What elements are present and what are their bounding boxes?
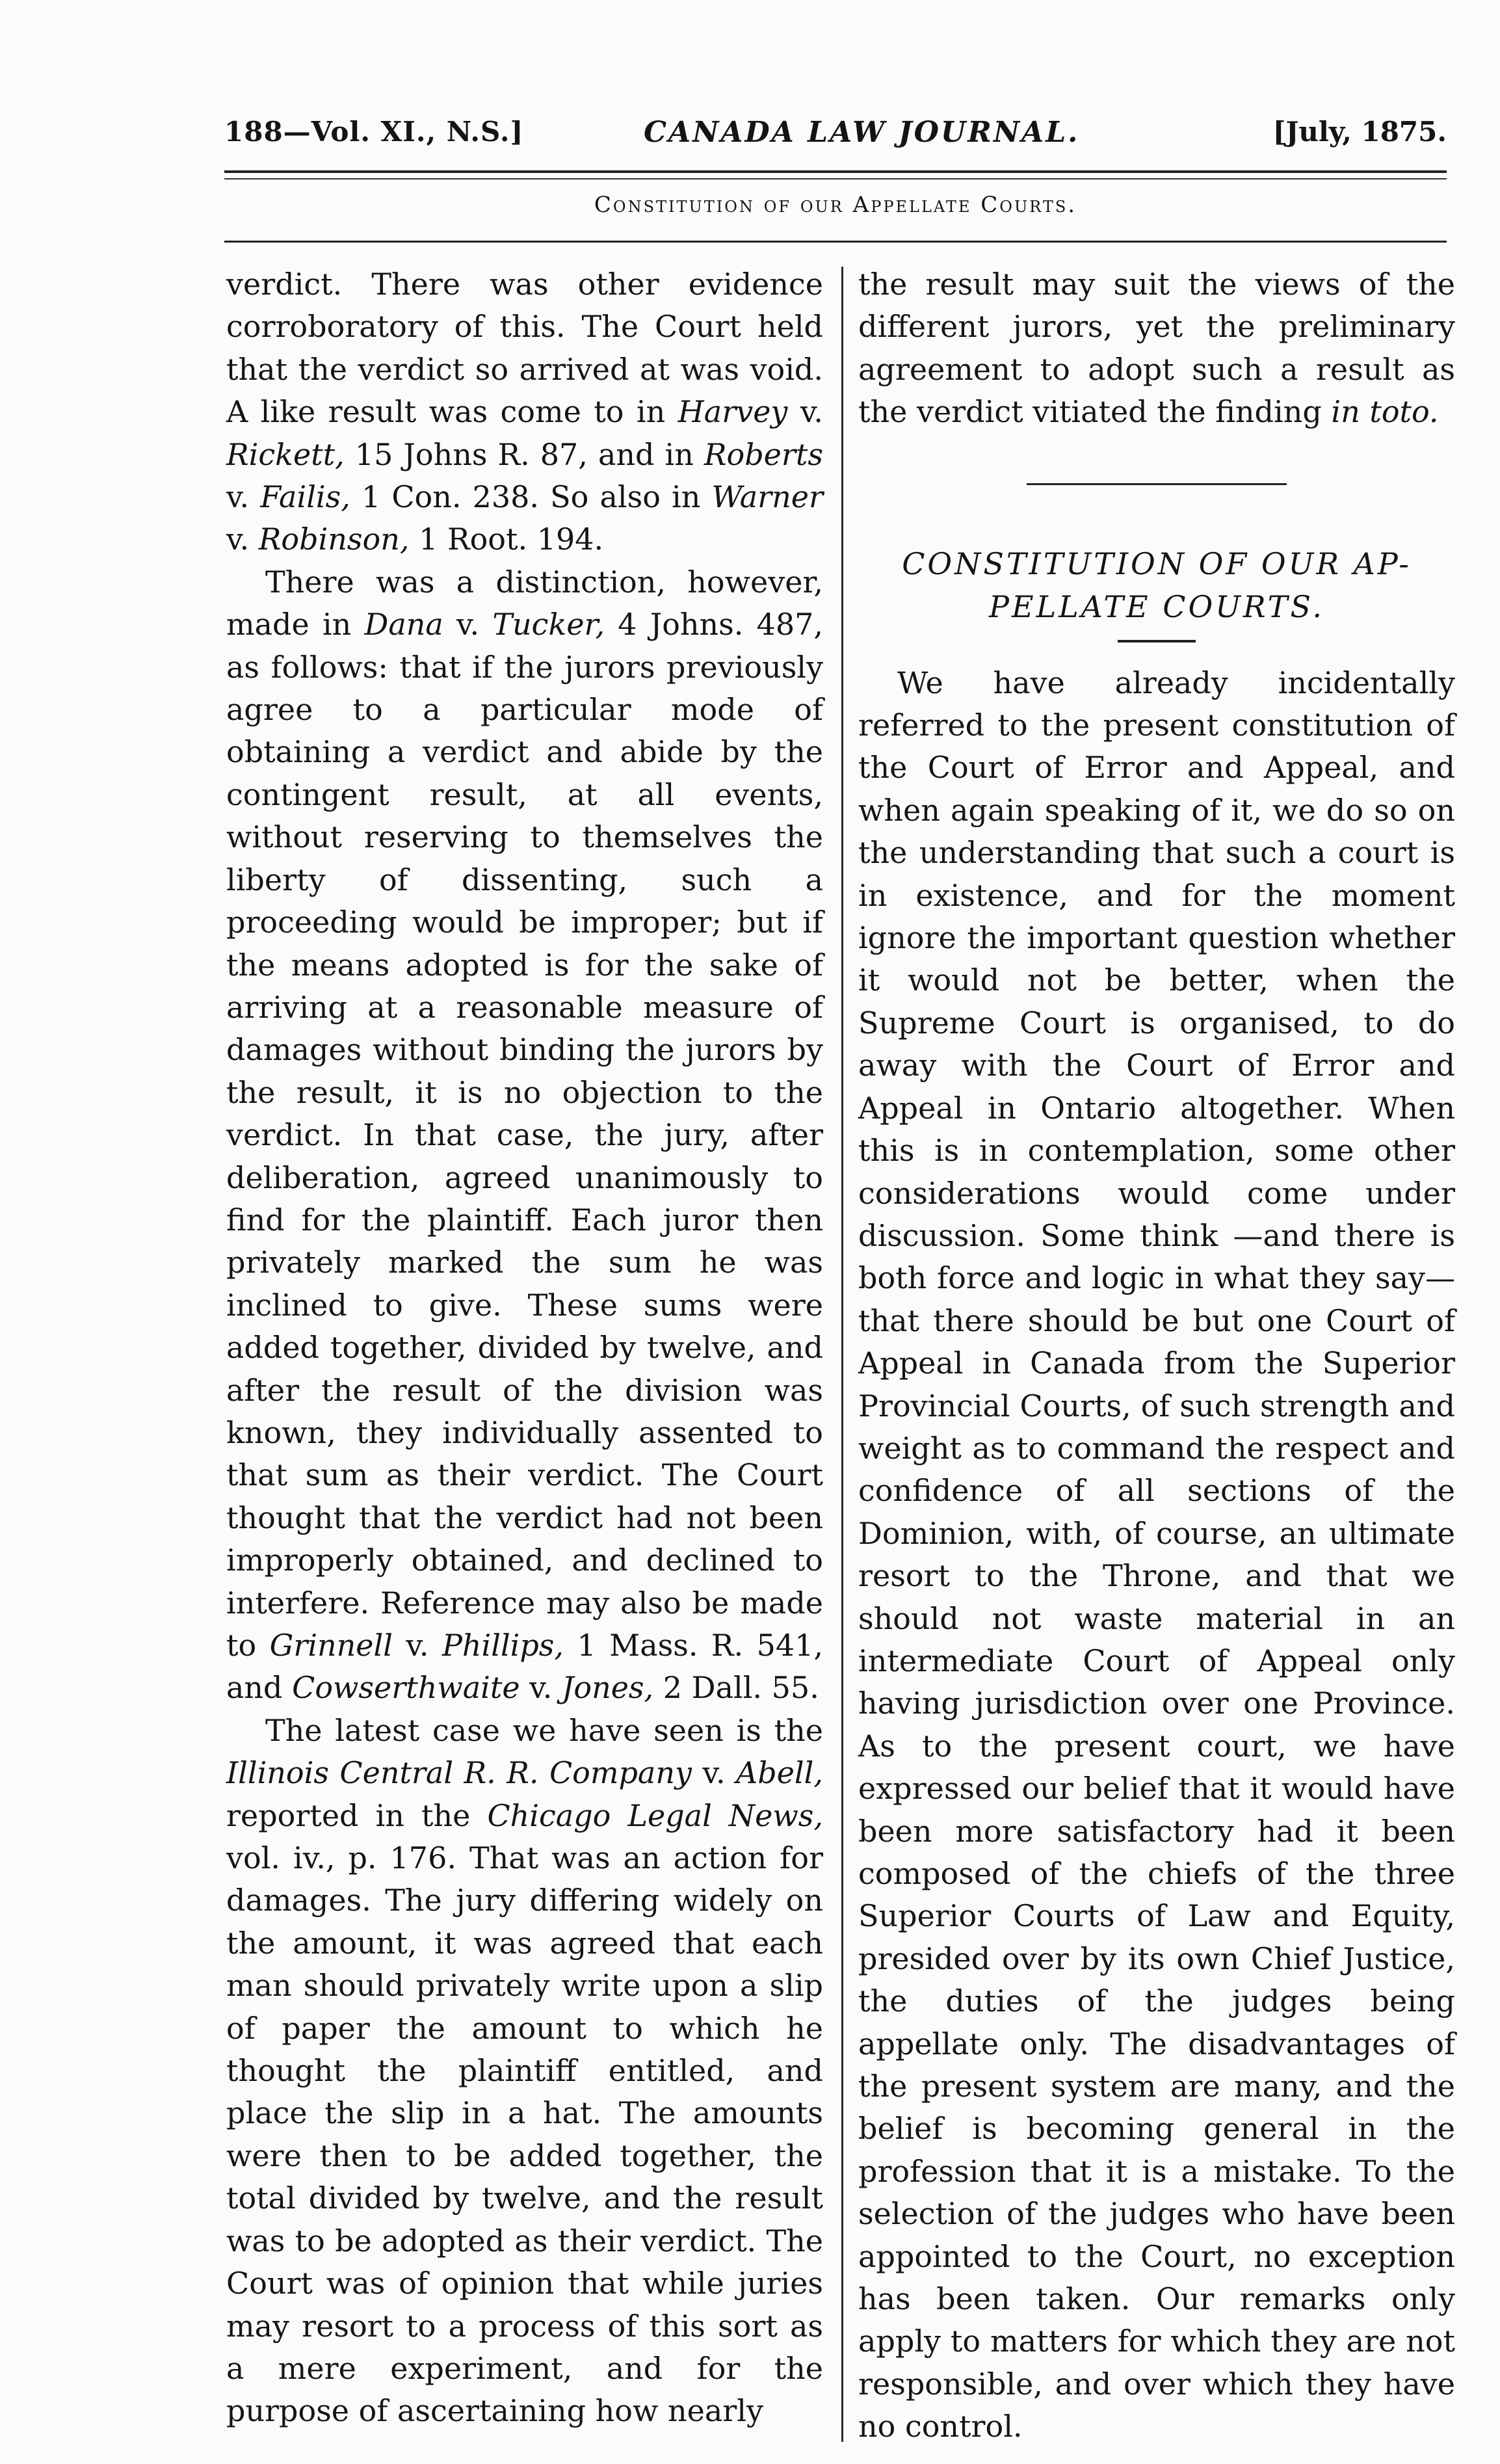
paragraph-appellate-courts: We have already incidentally referred to the present constitution of the Court of Error and Appeal, and when again speaking of it, we do so on the understanding that such a court is in existence, and for the moment ignore the important question whether it would not be better, when the Supreme Court is organised, to do away with the Court of Error and Appeal in Ontario altogether. When this is in contemplation, some other considerations would come under discussion. Some think —and there is both force and logic in what they say—that there should be but one Court of Appeal in Canada from the Superior Provincial Courts, of such strength and weight as to command the respect and confidence of all sections of the Dominion, with, of course, an ultimate resort to the Throne, and that we should not waste material in an intermediate Court of Appeal only having jurisdiction over one Province. As to the present court, we have expressed our belief that it would have been more satisfactory had it been composed of the chiefs of the three Superior Courts of Law and Equity, presided over by its own Chief Justice, the duties of the judges being appellate only. The disadvantages of the present system are many, and the belief is becoming general in the profession that it is a mistake. To the selection of the judges who have been appointed to the Court, no exception has been taken. Our remarks only apply to matters for which they are not responsible, and over which they have no control. xyxy=(858,665,1455,2444)
header-rule-thin xyxy=(224,178,1447,179)
case-name: Tucker, xyxy=(492,607,605,642)
article-title-line-1: CONSTITUTION OF OUR AP- xyxy=(902,546,1412,581)
title-underline-rule xyxy=(1118,640,1196,642)
paragraph-latest-case: The latest case we have seen is the Illinois Central R. R. Company v. Abell, reported in the Chicago Legal News, vol. iv., p. 176. That was an action for damages. The jury differing widely on the amount, it was agreed that each man should privately write upon a slip of paper the amount to which he thought the plaintiff entitled, and place the slip in a hat. The amounts were then to be added together, the total divided by twelve, and the result was to be adopted as their verdict. The Court was of opinion that while juries may resort to a process of this sort as a mere experiment, and for the purpose of ascertaining how nearly xyxy=(226,1712,823,2429)
column-divider xyxy=(841,267,843,2442)
publication-name: Chicago Legal News, xyxy=(487,1797,823,1833)
journal-title: CANADA LAW JOURNAL. xyxy=(644,116,1080,149)
section-rule xyxy=(224,241,1447,243)
case-name: Cowserthwaite xyxy=(292,1670,520,1706)
case-name: Abell, xyxy=(736,1755,823,1791)
left-column xyxy=(226,263,823,2433)
latin-phrase: in toto. xyxy=(1331,394,1439,430)
section-heading: Constitution of our Appellate Courts. xyxy=(594,192,1077,218)
case-name: Illinois Central R. R. Company xyxy=(226,1755,692,1791)
page-volume-label: 188—Vol. XI., N.S.] xyxy=(224,116,524,148)
right-column xyxy=(858,263,1455,2448)
case-name: Robinson, xyxy=(258,522,410,557)
paragraph-verdict-void: verdict. There was other evidence corroboratory of this. The Court held that the verdict so arrived at was void. A like result was come to in Harvey v. Rickett, 15 Johns R. 87, and in Roberts v. Failis, 1 Con. 238. So also in Warner v. Robinson, 1 Root. 194. xyxy=(226,267,823,557)
case-name: Phillips, xyxy=(441,1628,564,1663)
case-name: Failis, xyxy=(260,479,350,515)
case-name: Rickett, xyxy=(226,436,345,472)
paragraph-distinction: There was a distinction, however, made in Dana v. Tucker, 4 Johns. 487, as follows: that if the jurors previously agree to a particular mode of obtaining a verdict and abide by the contingent result, at all events, without reserving to themselves the liberty of dissenting, such a proceeding would be improper; but if the means adopted is for the sake of arriving at a reasonable measure of damages without binding the jurors by the result, it is no objection to the verdict. In that case, the jury, after deliberation, agreed unanimously to find for the plaintiff. Each juror then privately marked the sum he was inclined to give. These sums were added together, divided by twelve, and after the result of the division was known, they individually assented to that sum as their verdict. The Court thought that the verdict had not been improperly obtained, and declined to interfere. Reference may also be made to Grinnell v. Phillips, 1 Mass. R. 541, and Cowserthwaite v. Jones, 2 Dall. 55. xyxy=(226,564,824,1706)
issue-date: [July, 1875. xyxy=(1272,116,1447,148)
case-name: Roberts xyxy=(704,436,823,472)
header-rule-thick xyxy=(224,170,1447,173)
article-title-line-2: PELLATE COURTS. xyxy=(989,589,1324,624)
paragraph-continuation: the result may suit the views of the different jurors, yet the preliminary agreement to adopt such a result as the verdict vitiated the finding in toto. xyxy=(858,267,1455,430)
case-name: Grinnell xyxy=(269,1628,393,1663)
case-name: Jones, xyxy=(561,1670,654,1706)
case-name: Harvey xyxy=(678,394,788,430)
case-name: Dana xyxy=(364,607,443,642)
article-title xyxy=(858,542,1455,628)
case-name: Warner xyxy=(711,479,823,515)
article-separator-rule xyxy=(1027,483,1287,485)
running-head xyxy=(224,116,1447,168)
